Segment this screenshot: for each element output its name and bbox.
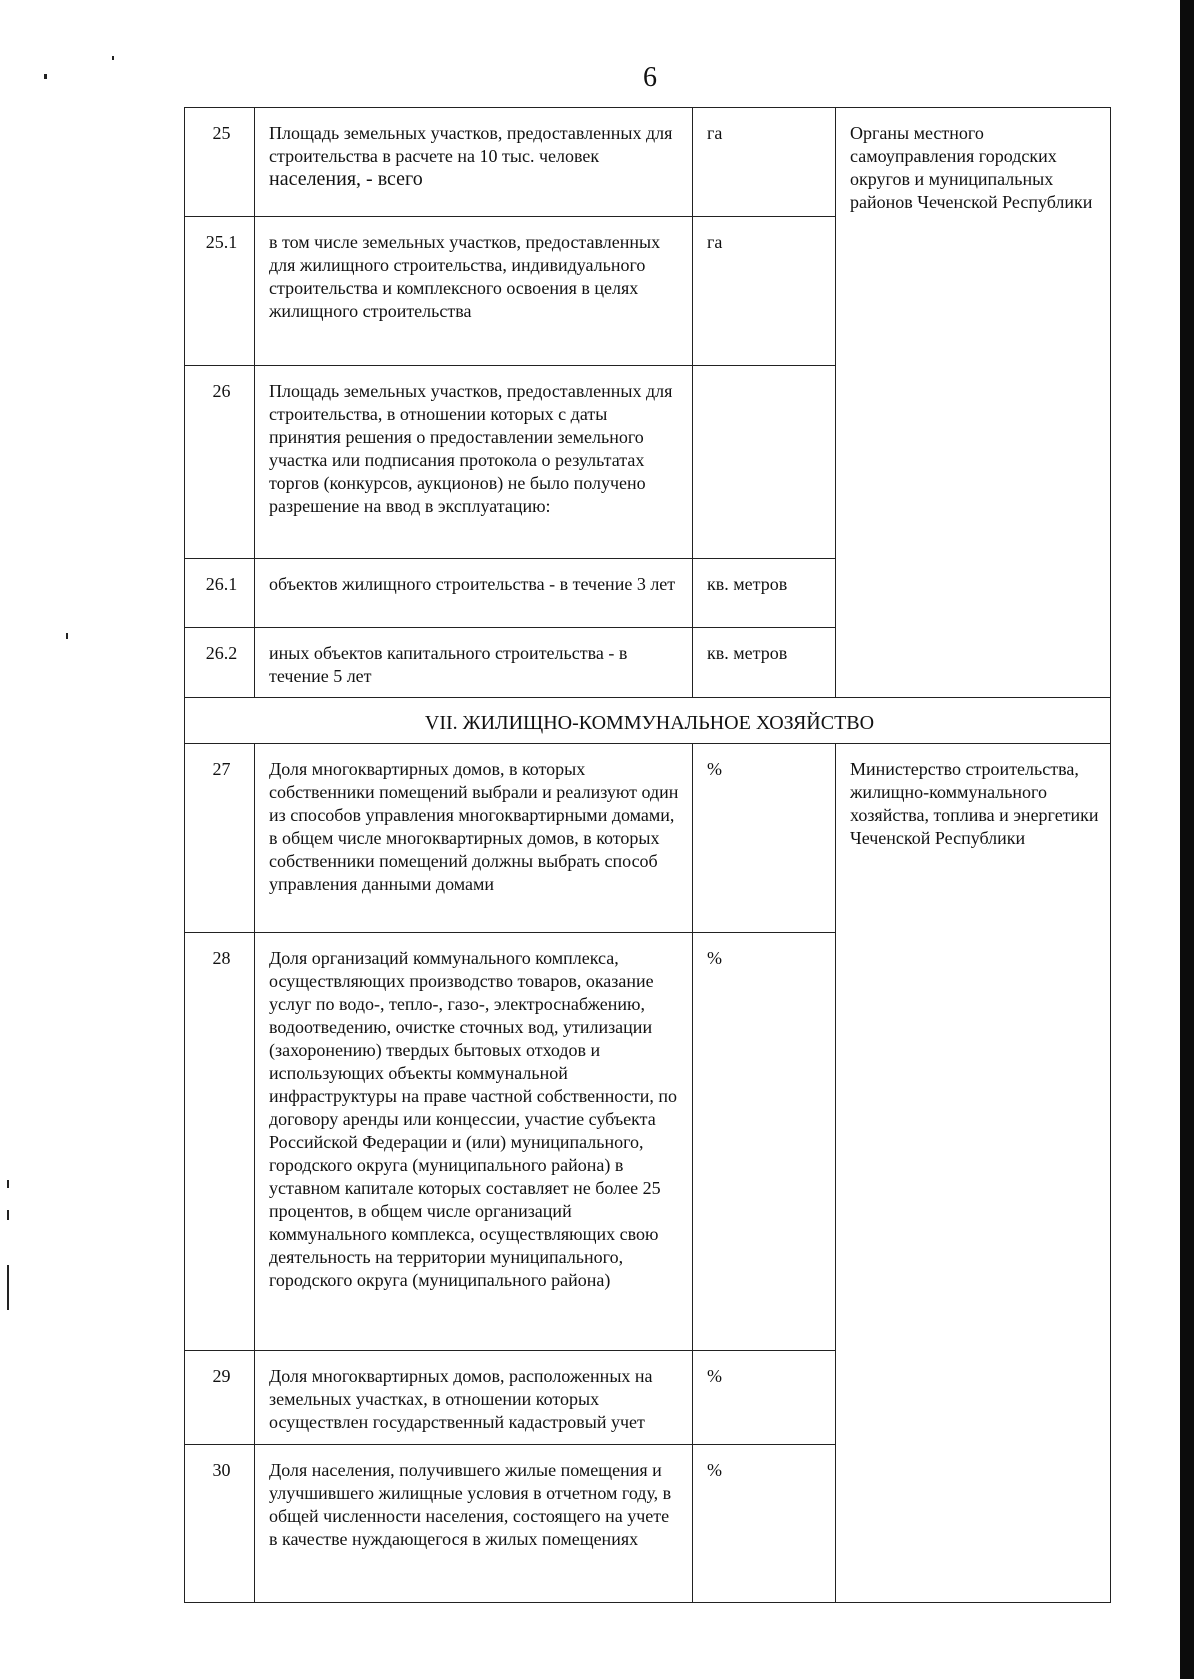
responsible-body: Министерство строительства, жилищно-коммунального хозяйства, топлива и энергетики Чеченской Республики [836,744,1111,1603]
section-title: VII. ЖИЛИЩНО-КОММУНАЛЬНОЕ ХОЗЯЙСТВО [185,698,1111,744]
scan-speck [112,56,114,60]
indicator-text [255,108,693,217]
indicator-table [184,107,1111,1603]
indicator-text-tail: населения, - всего [269,168,423,190]
scan-speck [7,1210,9,1220]
unit-cell: га [693,108,836,217]
indicator-text: в том числе земельных участков, предоставленных для жилищного строительства, индивидуального строительства и комплексного освоения в целях жилищного строительства [255,217,693,366]
scan-speck [7,1180,9,1188]
unit-cell [693,366,836,559]
indicator-text: Доля организаций коммунального комплекса, осуществляющих производство товаров, оказание услуг по водо-, тепло-, газо-, электроснабжению, водоотведению, очистке сточных вод, утилизации (захоронению) твердых бытовых отходов и использующих объекты коммунальной инфраструктуры на праве частной собственности, по договору аренды или концессии, участие субъекта Российской Федерации и (или) муниципального, городского округа (муниципального района) в уставном капитале которых составляет не более 25 процентов, в общем числе организаций коммунального комплекса, осуществляющих свою деятельность на территории муниципального, городского округа (муниципального района) [255,933,693,1351]
scan-speck [66,633,68,639]
row-number: 25.1 [185,217,255,366]
row-number: 27 [185,744,255,933]
scan-edge-bar [1180,0,1194,1679]
unit-cell: га [693,217,836,366]
indicator-text: Доля населения, получившего жилые помещения и улучшившего жилищные условия в отчетном году, в общей численности населения, состоящего на учете в качестве нуждающегося в жилых помещениях [255,1445,693,1603]
unit-cell: кв. метров [693,628,836,698]
table-row [185,108,1111,217]
row-number: 26 [185,366,255,559]
unit-cell: % [693,1445,836,1603]
row-number: 29 [185,1351,255,1445]
unit-cell: кв. метров [693,559,836,628]
row-number: 28 [185,933,255,1351]
unit-cell: % [693,933,836,1351]
section-header-row [185,698,1111,744]
indicator-text: иных объектов капитального строительства - в течение 5 лет [255,628,693,698]
indicator-text: объектов жилищного строительства - в течение 3 лет [255,559,693,628]
row-number: 26.2 [185,628,255,698]
row-number: 25 [185,108,255,217]
page-number: 6 [643,62,657,93]
table-row [185,744,1111,933]
indicator-text-main: Площадь земельных участков, предоставленных для строительства в расчете на 10 тыс. человек [269,123,673,166]
indicator-text: Доля многоквартирных домов, в которых собственники помещений выбрали и реализуют один из способов управления многоквартирными домами, в общем числе многоквартирных домов, в которых собственники помещений должны выбрать способ управления данными домами [255,744,693,933]
indicator-text: Доля многоквартирных домов, расположенных на земельных участках, в отношении которых осуществлен государственный кадастровый учет [255,1351,693,1445]
row-number: 30 [185,1445,255,1603]
indicator-text: Площадь земельных участков, предоставленных для строительства, в отношении которых с даты принятия решения о предоставлении земельного участка или подписания протокола о результатах торгов (конкурсов, аукционов) не было получено разрешение на ввод в эксплуатацию: [255,366,693,559]
responsible-body: Органы местного самоуправления городских округов и муниципальных районов Чеченской Республики [836,108,1111,698]
unit-cell: % [693,1351,836,1445]
row-number: 26.1 [185,559,255,628]
unit-cell: % [693,744,836,933]
scan-speck [7,1265,9,1310]
